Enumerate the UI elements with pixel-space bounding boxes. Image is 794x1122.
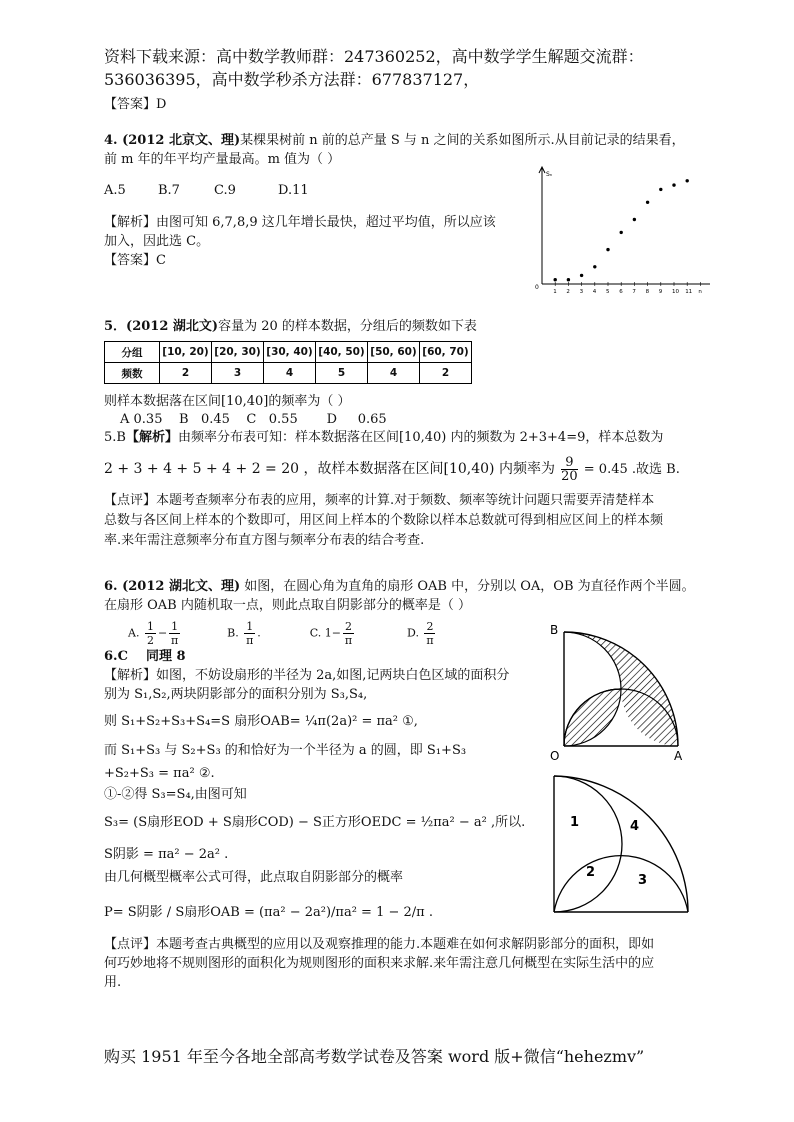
- table-count-cell: 4: [368, 363, 420, 384]
- q6-stem-line-1: [104, 578, 695, 596]
- table-count-cell: 2: [420, 363, 472, 384]
- q4-option-b: B.7: [158, 183, 180, 198]
- q4-analysis-1: 【解析】由图可知 6,7,8,9 这几年增长最快，超过平均值，所以应该: [104, 215, 496, 230]
- q6-source: 6. (2012 湖北文、理): [104, 579, 241, 594]
- x-tick-label: 6: [619, 289, 623, 295]
- x-tick-label: 1: [553, 289, 557, 295]
- q6-solution-5: +S₂+S₃ = πa² ②.: [104, 766, 215, 781]
- data-point: [672, 183, 675, 186]
- q4-option-a: A.5: [104, 183, 126, 198]
- q6-solution-8: S阴影 = πa² − 2a² .: [104, 847, 229, 862]
- q4-source: 4. (2012 北京文、理): [104, 133, 241, 148]
- q6-solution-4: 而 S₁+S₃ 与 S₂+S₃ 的和恰好为一个半径为 a 的圆，即 S₁+S₃: [104, 743, 467, 758]
- fraction: [343, 620, 354, 647]
- data-point: [593, 265, 596, 268]
- data-point: [659, 188, 662, 191]
- x-tick-label: 3: [579, 289, 584, 295]
- table-count-cell: 4: [264, 363, 316, 384]
- q5-sol-label: 5.B: [104, 430, 126, 445]
- q5-comment-1: 【点评】本题考查频率分布表的应用，频率的计算.对于频数、频率等统计问题只需要弄清楚样本: [104, 493, 655, 508]
- origin-label: 0: [535, 284, 539, 291]
- table-count-cell: 2: [160, 363, 212, 384]
- q5-sol-2a: 2 + 3 + 4 + 5 + 4 + 2 = 20 ，故样本数据落在区间[10,40) 内频率为: [104, 461, 555, 477]
- data-point: [620, 231, 623, 234]
- q5-question: 则样本数据落在区间[10,40]的频率为（ ）: [104, 394, 351, 409]
- header-line-1: 资料下载来源：高中数学教师群：247360252，高中数学学生解题交流群：: [104, 47, 644, 66]
- q6-stem-1: 如图，在圆心角为直角的扇形 OAB 中，分别以 OA，OB 为直径作两个半圆。: [240, 579, 695, 594]
- data-point: [606, 248, 609, 251]
- previous-answer: 【答案】D: [104, 97, 167, 112]
- fraction: [424, 620, 435, 647]
- y-axis-label: Sₙ: [546, 171, 553, 178]
- region-label-3: 3: [638, 873, 648, 888]
- q5-comment-2: 总数与各区间上样本的个数即可，用区间上样本的个数除以样本总数就可得到相应区间上的样本频: [104, 513, 664, 528]
- q4-stem-line-1: [104, 132, 685, 150]
- q4-option-c: C.9: [214, 183, 236, 198]
- q5-stem: 容量为 20 的样本数据，分组后的频数如下表: [218, 319, 477, 334]
- q4-answer: 【答案】C: [104, 253, 166, 268]
- q6-solution-9: 由几何概型概率公式可得，此点取自阴影部分的概率: [104, 870, 404, 885]
- q6-comment-2: 何巧妙地将不规则图形的面积化为规则图形的面积来求解.来年需注意几何概型在实际生活中的应: [104, 956, 655, 971]
- fraction-denominator: π: [246, 634, 254, 647]
- q6-stem-line-2: 在扇形 OAB 内随机取一点，则此点取自阴影部分的概率是（ ）: [104, 598, 471, 613]
- q6-solution-3: 则 S₁+S₂+S₃+S₄=S 扇形OAB= ¼π(2a)² = πa² ①,: [104, 714, 418, 729]
- q6-option-b: B.: [227, 626, 239, 640]
- data-point: [646, 201, 649, 204]
- data-point: [633, 218, 636, 221]
- q6-comment-3: 用.: [104, 975, 122, 990]
- q5-source: 5．(2012 湖北文): [104, 319, 219, 334]
- q6-option-c-prefix: 1−: [324, 626, 342, 640]
- table-group-cell: [10, 20): [160, 342, 212, 363]
- q6-regions-figure: [548, 772, 698, 920]
- table-count-cell: 5: [316, 363, 368, 384]
- fraction-denominator: π: [171, 634, 179, 647]
- q6-solution-6: ①-②得 S₃=S₄,由图可知: [104, 787, 247, 802]
- data-point: [686, 179, 689, 182]
- q5-stem-line: [104, 318, 477, 336]
- q6-solution-7: S₃= (S扇形EOD + S扇形COD) − S正方形OEDC = ½πa² − a² ,所以.: [104, 815, 526, 830]
- table-row: [105, 342, 472, 363]
- q5-comment-3: 率.来年需注意频率分布直方图与频率分布表的结合考查.: [104, 533, 425, 548]
- q4-scatter-chart: [528, 164, 714, 298]
- label-b: B: [550, 623, 559, 637]
- data-point: [567, 278, 570, 281]
- x-tick-label: 4: [592, 289, 597, 295]
- fraction: [145, 620, 156, 647]
- region-label-2: 2: [586, 865, 596, 880]
- q6-options: A. $\frac{1}{2}$ − $\frac{1}{\pi}$ B. $\frac{1}{\pi}$ . C. 1− $\frac{2}{\pi}$ D. $\frac{2}{\pi}$: [128, 620, 434, 647]
- q4-option-d: D.11: [278, 183, 309, 198]
- fraction-numerator: 2: [426, 620, 434, 633]
- data-point: [554, 278, 557, 281]
- q5-fraction: [561, 456, 578, 483]
- q5-options: A 0.35 B 0.45 C 0.55 D 0.65: [120, 412, 387, 427]
- fraction-denominator: π: [344, 634, 353, 647]
- x-tick-label: 5: [606, 289, 610, 295]
- table-row-label: 频数: [105, 363, 160, 384]
- fraction-numerator: 9: [561, 456, 578, 470]
- label-a: A: [674, 749, 683, 762]
- q5-frequency-table: [104, 341, 472, 384]
- fraction-numerator: 2: [345, 620, 353, 633]
- q5-sol-1: 由频率分布表可知：样本数据落在区间[10,40) 内的频数为 2+3+4=9，样本总数为: [177, 430, 664, 445]
- sector-shape: [564, 632, 678, 746]
- q5-sol-head: 【解析】: [125, 430, 178, 445]
- table-group-cell: [30, 40): [264, 342, 316, 363]
- q6-solution-10: P= S阴影 / S扇形OAB = (πa² − 2a²)/πa² = 1 − 2/π .: [104, 905, 433, 920]
- table-header-label: 分组: [105, 342, 160, 363]
- fraction-denominator: 20: [561, 469, 578, 484]
- fraction: [244, 620, 255, 647]
- x-tick-label: 8: [645, 289, 650, 295]
- fraction-denominator: 2: [146, 634, 154, 647]
- q6-solution-label: 6.C 同理 8: [104, 649, 186, 664]
- table-row: [105, 363, 472, 384]
- q5-solution-1: [104, 429, 663, 447]
- table-group-cell: [60, 70): [420, 342, 472, 363]
- x-tick-label: 11: [685, 289, 693, 295]
- q4-stem-1: 某棵果树前 n 前的总产量 S 与 n 之间的关系如图所示.从目前记录的结果看，: [240, 133, 685, 148]
- table-group-cell: [40, 50): [316, 342, 368, 363]
- q4-stem-line-2: 前 m 年的年平均产量最高。m 值为（ ）: [104, 152, 341, 167]
- q6-option-c: C.: [309, 626, 322, 640]
- q5-sol-2b: = 0.45 .故选 B.: [583, 462, 680, 477]
- q5-solution-2: [104, 454, 680, 485]
- fraction-numerator: 1: [146, 620, 154, 633]
- table-count-cell: 3: [212, 363, 264, 384]
- x-tick-label: 10: [672, 289, 679, 295]
- table-group-cell: [20, 30): [212, 342, 264, 363]
- x-tick-label: 7: [632, 289, 636, 295]
- q6-solution-1: 【解析】如图，不妨设扇形的半径为 2a,如图,记两块白色区域的面积分: [104, 668, 510, 683]
- footer-note: 购买 1951 年至今各地全部高考数学试卷及答案 word 版+微信“hehezmv”: [104, 1047, 645, 1066]
- q6-option-d: D.: [407, 626, 419, 640]
- x-tick-label: n: [698, 289, 702, 295]
- x-tick-label: 9: [658, 289, 663, 295]
- header-line-2: 536036395，高中数学秒杀方法群：677837127，: [104, 70, 480, 89]
- region-label-1: 1: [570, 815, 580, 830]
- table-group-cell: [50, 60): [368, 342, 420, 363]
- q6-solution-2: 别为 S₁,S₂,两块阴影部分的面积分别为 S₃,S₄,: [104, 687, 368, 702]
- region-label-4: 4: [630, 819, 640, 834]
- q6-sector-figure: [546, 622, 696, 762]
- fraction: [169, 620, 180, 647]
- label-o: O: [550, 749, 560, 762]
- x-tick-label: 2: [566, 289, 570, 295]
- q6-comment-1: 【点评】本题考查古典概型的应用以及观察推理的能力.本题难在如何求解阴影部分的面积，即如: [104, 937, 655, 952]
- fraction-denominator: π: [426, 634, 434, 647]
- data-point: [580, 274, 583, 277]
- q6-option-a: A.: [128, 626, 140, 640]
- fraction-numerator: 1: [246, 620, 254, 633]
- q4-analysis-2: 加入，因此选 C。: [104, 234, 210, 249]
- fraction-numerator: 1: [171, 620, 179, 633]
